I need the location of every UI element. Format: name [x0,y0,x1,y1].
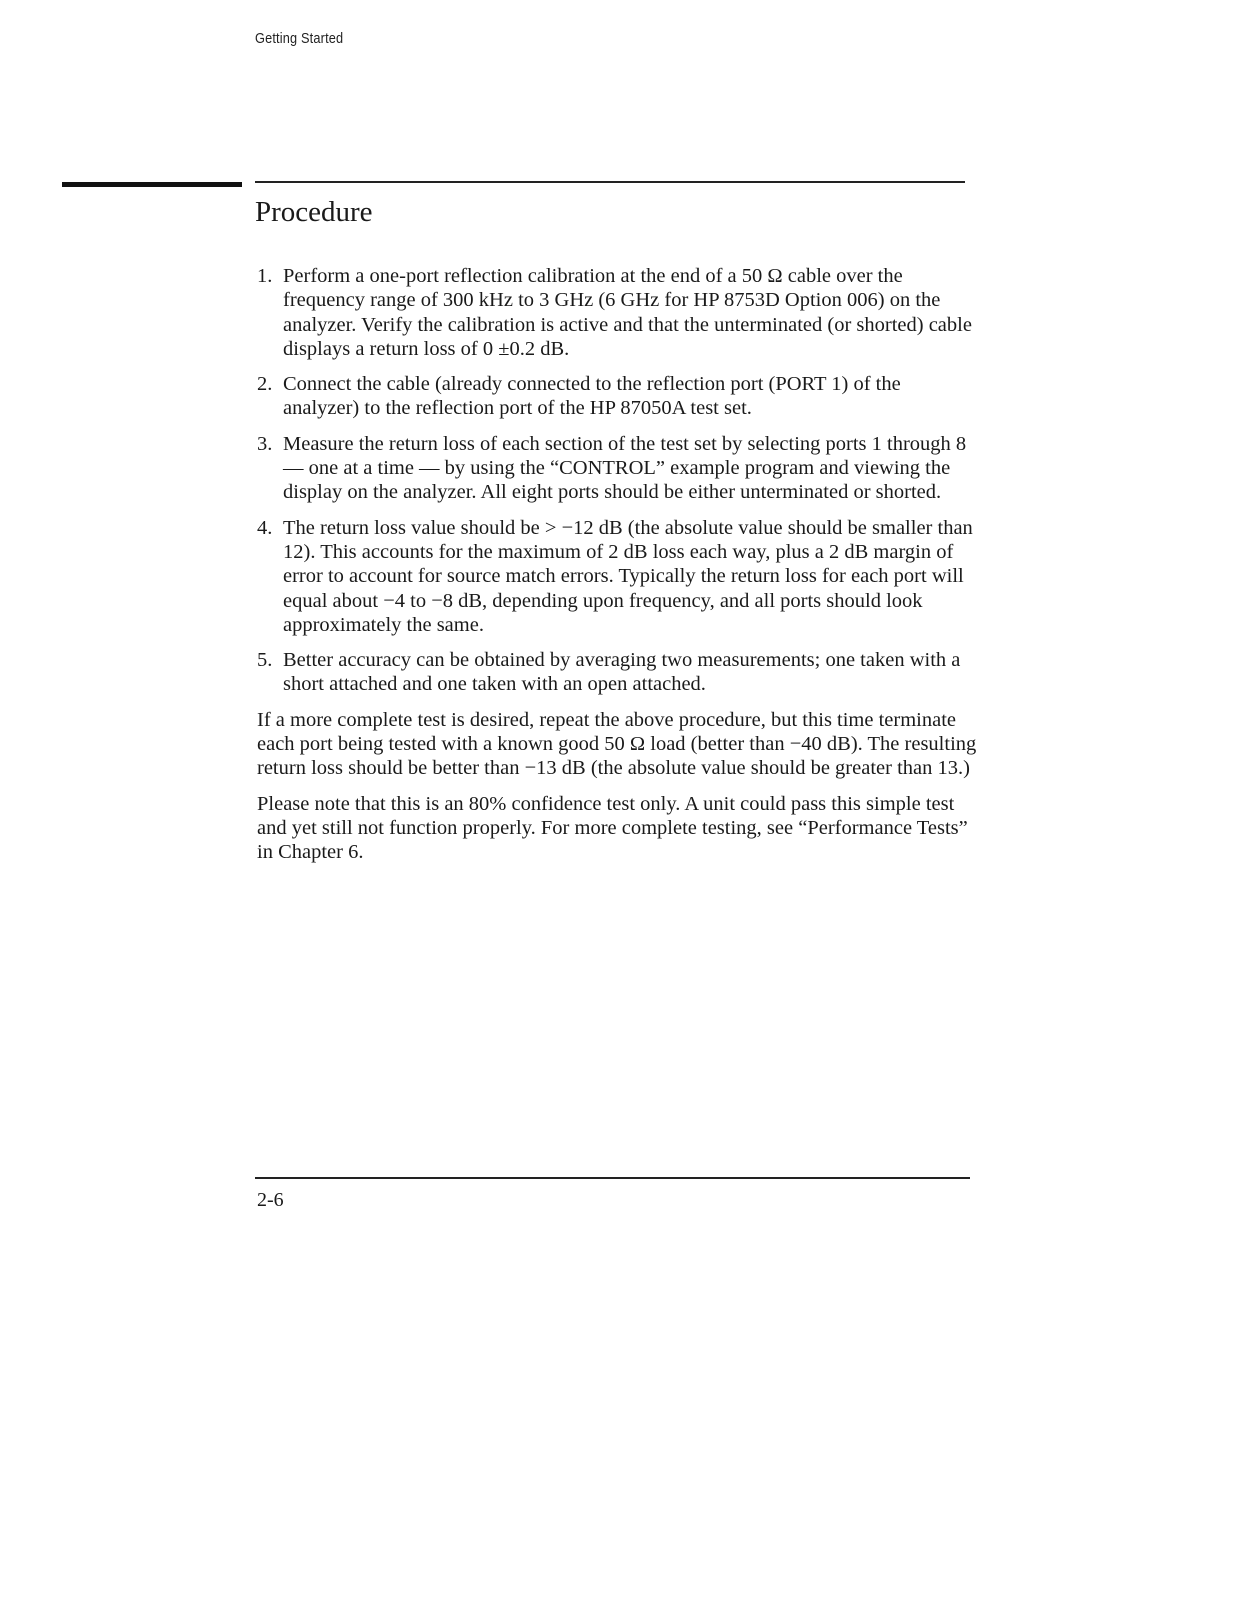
step-number: 1. [257,265,273,287]
step-text: Measure the return loss of each section of the test set by selecting ports 1 through 8 — one at a time — by using the “CONTROL” example program and viewing the display on the analyzer. All eight ports should be either unterminated or shorted. [283,432,967,504]
page-number: 2-6 [257,1189,284,1211]
procedure-step-2 [257,372,977,421]
procedure-step-5 [257,648,977,697]
procedure-steps [257,264,977,697]
step-text: The return loss value should be > −12 dB (the absolute value should be smaller than 12). This accounts for the maximum of 2 dB loss each way, plus a 2 dB margin of error to account for source match errors. Typically the return loss for each port will equal about −4 to −8 dB, depending upon frequency, and all ports should look approximately the same. [283,516,973,636]
procedure-step-1 [257,264,977,361]
step-text: Connect the cable (already connected to the reflection port (PORT 1) of the analyzer) to the reflection port of the HP 87050A test set. [283,373,901,420]
running-header: Getting Started [255,30,344,47]
footer-rule [255,1177,970,1179]
body-paragraph-complete-test: If a more complete test is desired, repeat the above procedure, but this time terminate each port being tested with a known good 50 Ω load (better than −40 dB). The resulting return loss should be better than −13 dB (the absolute value should be greater than 13.) [257,708,977,780]
step-text: Perform a one-port reflection calibration at the end of a 50 Ω cable over the frequency range of 300 kHz to 3 GHz (6 GHz for HP 8753D Option 006) on the analyzer. Verify the calibration is active and that the unterminated (or shorted) cable displays a return loss of 0 ±0.2 dB. [283,265,972,360]
step-number: 2. [257,373,273,396]
section-rule-thin [255,181,965,183]
procedure-step-3 [257,432,977,505]
body-paragraph-confidence-note: Please note that this is an 80% confidence test only. A unit could pass this simple test and yet still not function properly. For more complete testing, see “Performance Tests” in Chapter 6. [257,792,968,864]
step-number: 4. [257,516,273,539]
page-body [257,264,977,876]
step-number: 3. [257,432,273,455]
procedure-step-4 [257,516,977,637]
section-rule-thick [62,182,242,187]
step-number: 5. [257,649,273,672]
section-title: Procedure [255,196,373,228]
step-text: Better accuracy can be obtained by averaging two measurements; one taken with a short attached and one taken with an open attached. [283,649,961,696]
